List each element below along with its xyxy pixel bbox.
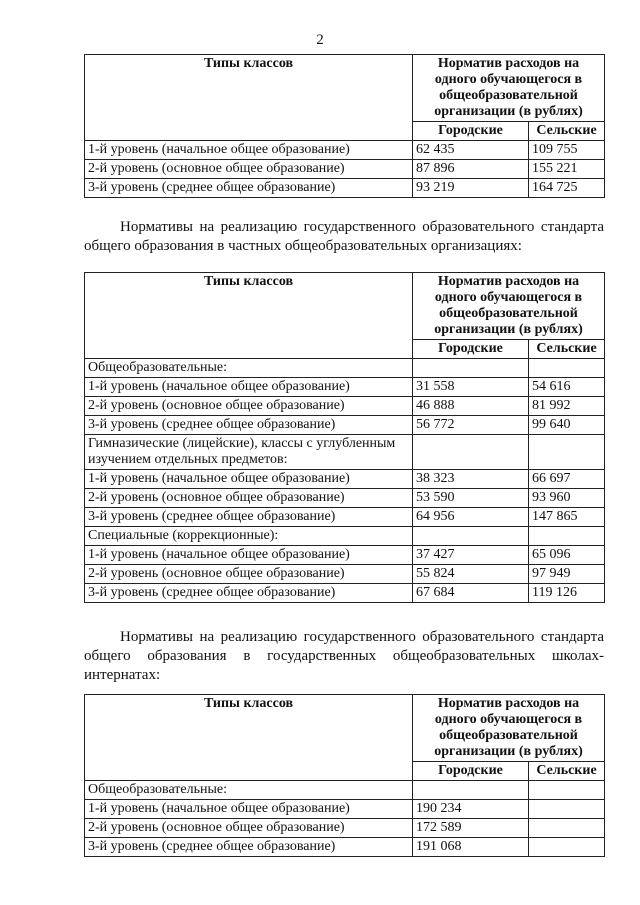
header-class-types: Типы классов — [85, 695, 413, 781]
row-label: 2-й уровень (основное общее образование) — [85, 160, 413, 179]
table-row — [85, 584, 605, 603]
header-rural: Сельские — [529, 340, 605, 359]
table-row — [85, 378, 605, 397]
row-label: 1-й уровень (начальное общее образование) — [85, 546, 413, 565]
group-title: Общеобразовательные: — [85, 359, 413, 378]
urban-value: 38 323 — [413, 470, 529, 489]
rural-value: 65 096 — [529, 546, 605, 565]
table-row — [85, 800, 605, 819]
urban-value: 62 435 — [413, 141, 529, 160]
empty-cell — [413, 359, 529, 378]
header-class-types: Типы классов — [85, 273, 413, 359]
rural-value: 81 992 — [529, 397, 605, 416]
row-label: 1-й уровень (начальное общее образование) — [85, 470, 413, 489]
header-norm: Норматив расходов на одного обучающегося в общеобразовательной организации (в рублях) — [413, 695, 605, 762]
table-row — [85, 470, 605, 489]
header-rural: Сельские — [529, 762, 605, 781]
rural-value: 97 949 — [529, 565, 605, 584]
rural-value: 119 126 — [529, 584, 605, 603]
urban-value: 31 558 — [413, 378, 529, 397]
row-label: 3-й уровень (среднее общее образование) — [85, 179, 413, 198]
table-boarding-schools — [84, 694, 605, 857]
row-label: 1-й уровень (начальное общее образование) — [85, 378, 413, 397]
table-row — [85, 508, 605, 527]
table-row — [85, 565, 605, 584]
row-label: 2-й уровень (основное общее образование) — [85, 489, 413, 508]
urban-value: 46 888 — [413, 397, 529, 416]
table-private-schools — [84, 272, 605, 603]
row-label: 3-й уровень (среднее общее образование) — [85, 584, 413, 603]
group-row — [85, 781, 605, 800]
group-title: Гимназические (лицейские), классы с углубленным изучением отдельных предметов: — [85, 435, 413, 470]
row-label: 2-й уровень (основное общее образование) — [85, 565, 413, 584]
empty-cell — [413, 781, 529, 800]
urban-value: 67 684 — [413, 584, 529, 603]
row-label: 1-й уровень (начальное общее образование) — [85, 141, 413, 160]
row-label: 3-й уровень (среднее общее образование) — [85, 508, 413, 527]
empty-cell — [529, 435, 605, 470]
table-row — [85, 838, 605, 857]
header-norm: Норматив расходов на одного обучающегося в общеобразовательной организации (в рублях) — [413, 273, 605, 340]
urban-value: 191 068 — [413, 838, 529, 857]
group-title: Специальные (коррекционные): — [85, 527, 413, 546]
rural-value: 54 616 — [529, 378, 605, 397]
empty-cell — [529, 359, 605, 378]
urban-value: 55 824 — [413, 565, 529, 584]
urban-value: 87 896 — [413, 160, 529, 179]
header-urban: Городские — [413, 762, 529, 781]
row-label: 1-й уровень (начальное общее образование) — [85, 800, 413, 819]
group-title: Общеобразовательные: — [85, 781, 413, 800]
empty-cell — [413, 435, 529, 470]
table-row — [85, 546, 605, 565]
rural-value: 93 960 — [529, 489, 605, 508]
group-row — [85, 359, 605, 378]
rural-value — [529, 819, 605, 838]
urban-value: 64 956 — [413, 508, 529, 527]
rural-value: 147 865 — [529, 508, 605, 527]
urban-value: 93 219 — [413, 179, 529, 198]
rural-value: 109 755 — [529, 141, 605, 160]
row-label: 3-й уровень (среднее общее образование) — [85, 416, 413, 435]
rural-value — [529, 800, 605, 819]
table-state-schools — [84, 54, 605, 198]
rural-value: 66 697 — [529, 470, 605, 489]
urban-value: 37 427 — [413, 546, 529, 565]
empty-cell — [413, 527, 529, 546]
intro-boarding-schools: Нормативы на реализацию государственного образовательного стандарта общего образования в государственных общеобразовательных школах-интернатах: — [84, 629, 604, 683]
table-row — [85, 179, 605, 198]
rural-value: 155 221 — [529, 160, 605, 179]
empty-cell — [529, 781, 605, 800]
group-row — [85, 435, 605, 470]
table-row — [85, 160, 605, 179]
header-urban: Городские — [413, 340, 529, 359]
table-row — [85, 489, 605, 508]
page-number: 2 — [316, 32, 324, 48]
row-label: 2-й уровень (основное общее образование) — [85, 819, 413, 838]
table-row — [85, 416, 605, 435]
row-label: 3-й уровень (среднее общее образование) — [85, 838, 413, 857]
header-urban: Городские — [413, 122, 529, 141]
group-row — [85, 527, 605, 546]
urban-value: 53 590 — [413, 489, 529, 508]
header-norm: Норматив расходов на одного обучающегося в общеобразовательной организации (в рублях) — [413, 55, 605, 122]
rural-value: 164 725 — [529, 179, 605, 198]
empty-cell — [529, 527, 605, 546]
row-label: 2-й уровень (основное общее образование) — [85, 397, 413, 416]
urban-value: 190 234 — [413, 800, 529, 819]
intro-private-schools: Нормативы на реализацию государственного образовательного стандарта общего образования в частных общеобразовательных организациях: — [84, 219, 604, 254]
header-class-types: Типы классов — [85, 55, 413, 141]
table-row — [85, 819, 605, 838]
urban-value: 172 589 — [413, 819, 529, 838]
table-row — [85, 141, 605, 160]
table-row — [85, 397, 605, 416]
urban-value: 56 772 — [413, 416, 529, 435]
rural-value: 99 640 — [529, 416, 605, 435]
header-rural: Сельские — [529, 122, 605, 141]
rural-value — [529, 838, 605, 857]
